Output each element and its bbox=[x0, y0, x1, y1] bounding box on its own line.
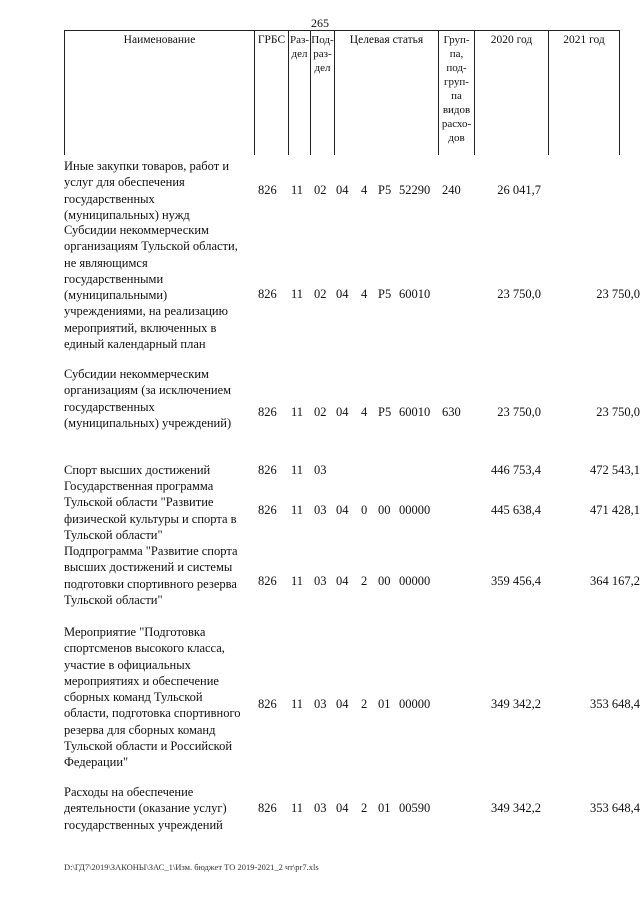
row-rz: 11 bbox=[291, 503, 304, 517]
row-pr: 03 bbox=[314, 503, 327, 517]
row-cs1: 04 bbox=[336, 697, 349, 711]
row-cs3: 00 bbox=[378, 574, 391, 588]
row-2020: 26 041,7 bbox=[497, 183, 541, 197]
table-row bbox=[64, 158, 640, 220]
row-name: Государственная программа Тульской области "Развитие физической культуры и спорта в Тульской области" bbox=[64, 479, 237, 542]
row-name: Расходы на обеспечение деятельности (оказание услуг) государственных учреждений bbox=[64, 785, 227, 832]
row-2021: 23 750,0 bbox=[596, 287, 640, 301]
row-grbs: 826 bbox=[258, 463, 277, 477]
row-cs1: 04 bbox=[336, 287, 349, 301]
row-cs2: 4 bbox=[361, 183, 368, 197]
row-pr: 03 bbox=[314, 801, 327, 815]
row-cs4: 00590 bbox=[399, 801, 431, 815]
header-podrazdel: Под- раз- дел bbox=[310, 31, 334, 155]
row-pr: 02 bbox=[314, 183, 327, 197]
row-group: 240 bbox=[442, 183, 461, 197]
row-rz: 11 bbox=[291, 287, 304, 301]
row-cs1: 04 bbox=[336, 503, 349, 517]
row-rz: 11 bbox=[291, 574, 304, 588]
row-grbs: 826 bbox=[258, 801, 277, 815]
row-cs2: 4 bbox=[361, 287, 368, 301]
row-2021: 364 167,2 bbox=[590, 574, 640, 588]
header-2021: 2021 год bbox=[548, 31, 620, 155]
row-2021: 353 648,4 bbox=[590, 801, 640, 815]
row-cs4: 52290 bbox=[399, 183, 431, 197]
row-cs2: 0 bbox=[361, 503, 368, 517]
row-2021: 23 750,0 bbox=[596, 405, 640, 419]
row-name: Подпрограмма "Развитие спорта высших достижений и системы подготовки спортивного резерва Тульской области" bbox=[64, 544, 238, 607]
row-pr: 03 bbox=[314, 574, 327, 588]
header-target: Целевая статья bbox=[334, 31, 438, 155]
row-cs4: 60010 bbox=[399, 287, 431, 301]
row-name: Субсидии некоммерческим организациям Тульской области, не являющимся государственными (муниципальными) учреждениями, на реализацию мероприятий, включенных в единый календарный план bbox=[64, 223, 238, 352]
header-group: Груп- па, под- груп- па видов расхо- дов bbox=[438, 31, 474, 155]
row-pr: 02 bbox=[314, 405, 327, 419]
row-grbs: 826 bbox=[258, 503, 277, 517]
row-grbs: 826 bbox=[258, 574, 277, 588]
row-cs4: 00000 bbox=[399, 574, 431, 588]
row-cs4: 00000 bbox=[399, 697, 431, 711]
row-rz: 11 bbox=[291, 405, 304, 419]
row-group: 630 bbox=[442, 405, 461, 419]
row-2020: 446 753,4 bbox=[491, 463, 541, 477]
file-path-footer: D:\ГД7\2019\ЗАКОНЫ\ЗАС_1\Изм. бюджет ТО 2019-2021_2 чт\pr7.xls bbox=[64, 862, 319, 872]
row-cs3: P5 bbox=[378, 405, 392, 419]
row-cs2: 2 bbox=[361, 574, 368, 588]
row-grbs: 826 bbox=[258, 697, 277, 711]
row-cs2: 2 bbox=[361, 697, 368, 711]
row-pr: 02 bbox=[314, 287, 327, 301]
row-cs3: 01 bbox=[378, 697, 391, 711]
header-grbs: ГРБС bbox=[254, 31, 288, 155]
row-cs3: 00 bbox=[378, 503, 391, 517]
table-row bbox=[64, 222, 640, 352]
row-pr: 03 bbox=[314, 463, 327, 477]
table-row bbox=[64, 478, 640, 544]
row-name: Спорт высших достижений bbox=[64, 463, 211, 477]
row-2020: 349 342,2 bbox=[491, 801, 541, 815]
row-cs4: 00000 bbox=[399, 503, 431, 517]
row-pr: 03 bbox=[314, 697, 327, 711]
row-cs1: 04 bbox=[336, 801, 349, 815]
row-cs1: 04 bbox=[336, 405, 349, 419]
row-rz: 11 bbox=[291, 183, 304, 197]
page-number: 265 bbox=[311, 16, 329, 30]
row-cs3: P5 bbox=[378, 183, 392, 197]
row-grbs: 826 bbox=[258, 183, 277, 197]
table-row bbox=[64, 543, 640, 609]
row-2021: 472 543,1 bbox=[590, 463, 640, 477]
row-rz: 11 bbox=[291, 801, 304, 815]
row-2020: 349 342,2 bbox=[491, 697, 541, 711]
header-razdel: Раз- дел bbox=[288, 31, 310, 155]
row-cs4: 60010 bbox=[399, 405, 431, 419]
row-grbs: 826 bbox=[258, 405, 277, 419]
row-rz: 11 bbox=[291, 697, 304, 711]
table-row bbox=[64, 784, 640, 836]
table-header bbox=[64, 30, 620, 155]
row-2021: 471 428,1 bbox=[590, 503, 640, 517]
header-name: Наименование bbox=[64, 31, 254, 155]
row-cs2: 2 bbox=[361, 801, 368, 815]
row-2021: 353 648,4 bbox=[590, 697, 640, 711]
row-2020: 359 456,4 bbox=[491, 574, 541, 588]
table-row bbox=[64, 624, 640, 772]
row-2020: 23 750,0 bbox=[497, 405, 541, 419]
row-cs1: 04 bbox=[336, 183, 349, 197]
row-2020: 23 750,0 bbox=[497, 287, 541, 301]
row-name: Иные закупки товаров, работ и услуг для обеспечения государственных (муниципальных) нужд bbox=[64, 159, 230, 222]
header-2020: 2020 год bbox=[474, 31, 548, 155]
table-row bbox=[64, 366, 640, 434]
row-cs1: 04 bbox=[336, 574, 349, 588]
row-cs3: P5 bbox=[378, 287, 392, 301]
row-grbs: 826 bbox=[258, 287, 277, 301]
row-cs2: 4 bbox=[361, 405, 368, 419]
row-name: Субсидии некоммерческим организациям (за исключением государственных (муниципальных) учреждений) bbox=[64, 367, 232, 430]
row-rz: 11 bbox=[291, 463, 304, 477]
row-2020: 445 638,4 bbox=[491, 503, 541, 517]
row-cs3: 01 bbox=[378, 801, 391, 815]
row-name: Мероприятие "Подготовка спортсменов высокого класса, участие в официальных мероприятиях и обеспечение сборных команд Тульской области, подготовка спортивного резерва для сборных команд Тульской области и Российской Федерации" bbox=[64, 625, 241, 770]
